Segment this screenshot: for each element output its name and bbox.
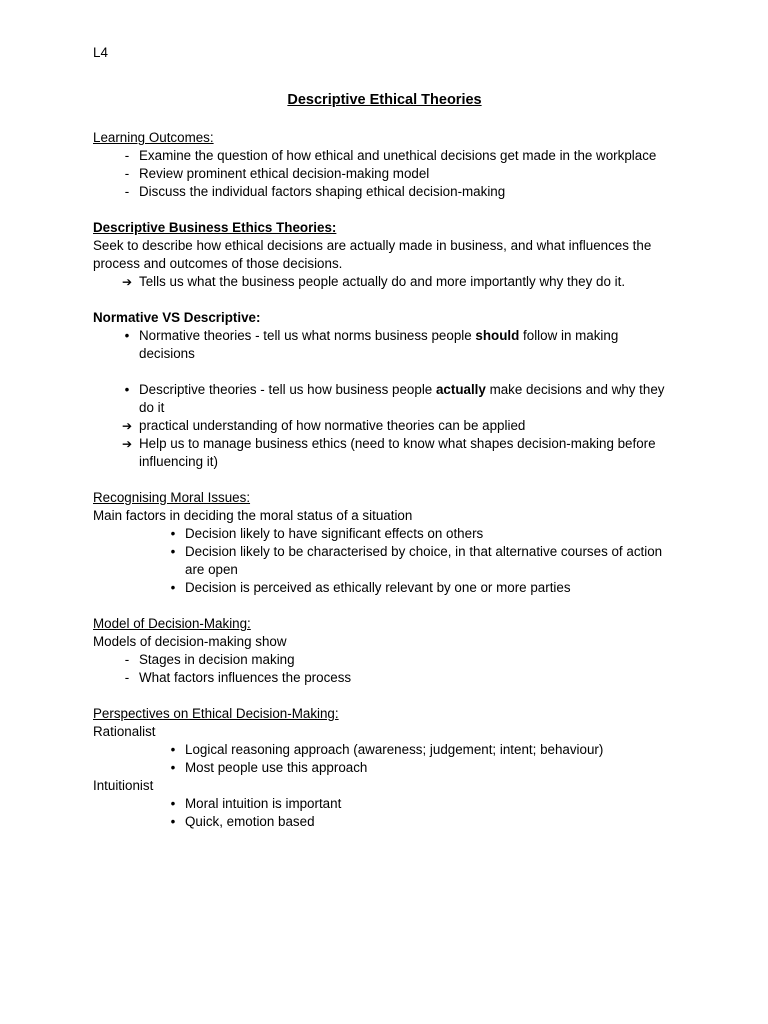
list-item-text: Quick, emotion based xyxy=(185,814,315,829)
list-item-text: Decision is perceived as ethically relevant by one or more parties xyxy=(185,580,571,595)
bullet-marker: • xyxy=(124,382,130,397)
dash-marker: - xyxy=(124,670,130,685)
spacer xyxy=(93,363,668,381)
bullet-marker: • xyxy=(170,526,176,541)
bullet-marker: • xyxy=(124,328,130,343)
list-item xyxy=(93,327,668,363)
list-item-text: Most people use this approach xyxy=(185,760,368,775)
list-item xyxy=(93,435,668,471)
text-run: Descriptive theories - tell us how business people xyxy=(139,382,436,397)
bold-run: actually xyxy=(435,382,486,397)
arrow-icon: ➔ xyxy=(121,419,133,433)
perspectives-heading: Perspectives on Ethical Decision-Making: xyxy=(93,706,339,721)
list-item-text xyxy=(139,381,668,417)
list-item xyxy=(93,579,668,597)
list-item-text: Stages in decision making xyxy=(139,652,295,667)
list-item-text: Discuss the individual factors shaping ethical decision-making xyxy=(139,184,506,199)
bullet-marker: • xyxy=(170,760,176,775)
list-item-text: What factors influences the process xyxy=(139,670,352,685)
bullet-marker: • xyxy=(170,796,176,811)
list-item xyxy=(93,543,668,579)
dash-marker: - xyxy=(124,184,130,199)
descriptive-heading: Descriptive Business Ethics Theories: xyxy=(93,220,337,235)
list-item-text: Moral intuition is important xyxy=(185,796,342,811)
learning-outcomes-heading: Learning Outcomes: xyxy=(93,130,214,145)
dash-marker: - xyxy=(124,652,130,667)
list-item xyxy=(93,381,668,417)
list-item xyxy=(93,759,668,777)
normative-section xyxy=(93,309,668,471)
list-item xyxy=(93,147,668,165)
list-item-text: practical understanding of how normative theories can be applied xyxy=(139,418,526,433)
list-item-text: Help us to manage business ethics (need to know what shapes decision-making before influencing it) xyxy=(139,436,656,469)
list-item xyxy=(93,795,668,813)
perspectives-section xyxy=(93,705,668,831)
dash-marker: - xyxy=(124,148,130,163)
model-heading: Model of Decision-Making: xyxy=(93,616,251,631)
learning-outcomes-section xyxy=(93,129,668,201)
list-item-text: Decision likely to have significant effects on others xyxy=(185,526,484,541)
list-item-text: Review prominent ethical decision-making model xyxy=(139,166,430,181)
normative-heading: Normative VS Descriptive: xyxy=(93,310,261,325)
dash-marker: - xyxy=(124,166,130,181)
model-section xyxy=(93,615,668,687)
moral-heading: Recognising Moral Issues: xyxy=(93,490,251,505)
list-item xyxy=(93,525,668,543)
list-item xyxy=(93,273,668,291)
arrow-icon: ➔ xyxy=(121,437,133,451)
title-wrap xyxy=(93,91,668,109)
text-run: make decisions and why they do it xyxy=(139,382,665,415)
descriptive-section xyxy=(93,219,668,291)
list-item xyxy=(93,669,668,687)
bullet-marker: • xyxy=(170,544,176,559)
descriptive-body: Seek to describe how ethical decisions are actually made in business, and what influences the process and outcomes of those decisions. xyxy=(93,238,652,271)
text-run: Normative theories - tell us what norms business people xyxy=(139,328,476,343)
text-run: follow in making decisions xyxy=(139,328,619,361)
list-item-text: Examine the question of how ethical and unethical decisions get made in the workplace xyxy=(139,148,657,163)
list-item-text xyxy=(139,327,668,363)
lecture-number: L4 xyxy=(93,45,108,60)
moral-body: Main factors in deciding the moral status of a situation xyxy=(93,508,413,523)
list-item xyxy=(93,165,668,183)
model-body: Models of decision-making show xyxy=(93,634,287,649)
bullet-marker: • xyxy=(170,580,176,595)
intuitionist-label: Intuitionist xyxy=(93,778,154,793)
bold-run: should xyxy=(475,328,520,343)
list-item xyxy=(93,813,668,831)
list-item xyxy=(93,741,668,759)
rationalist-label: Rationalist xyxy=(93,724,156,739)
list-item xyxy=(93,651,668,669)
list-item xyxy=(93,183,668,201)
bullet-marker: • xyxy=(170,814,176,829)
list-item-text: Tells us what the business people actually do and more importantly why they do it. xyxy=(139,274,626,289)
document-title: Descriptive Ethical Theories xyxy=(287,92,482,108)
bullet-marker: • xyxy=(170,742,176,757)
list-item xyxy=(93,417,668,435)
moral-section xyxy=(93,489,668,597)
arrow-icon: ➔ xyxy=(121,275,133,289)
list-item-text: Logical reasoning approach (awareness; judgement; intent; behaviour) xyxy=(185,742,604,757)
list-item-text: Decision likely to be characterised by choice, in that alternative courses of action are open xyxy=(185,544,663,577)
